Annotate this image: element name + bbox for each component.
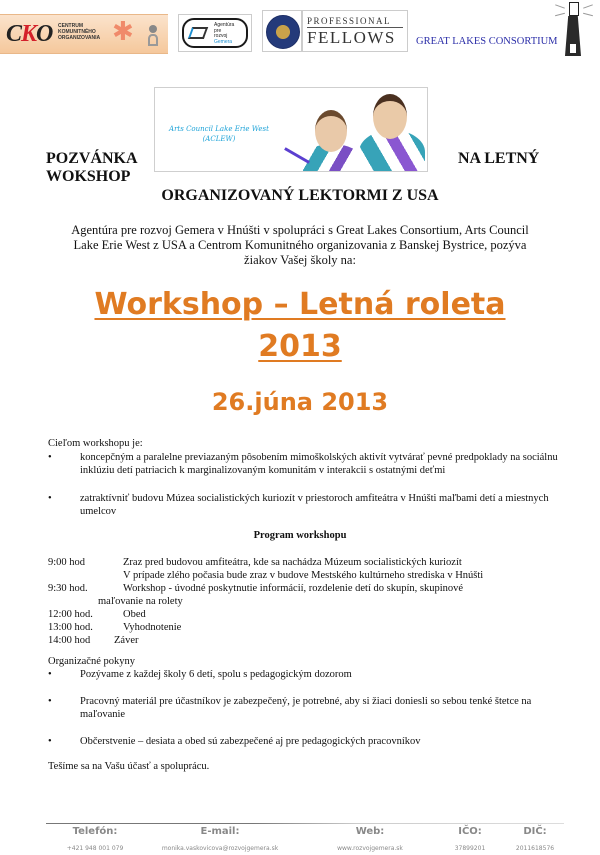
bullet-icon: • xyxy=(48,696,52,707)
program-row xyxy=(48,621,182,634)
footer-phone-label: Telefón: xyxy=(72,826,118,837)
bullet-icon: • xyxy=(48,493,52,504)
footer-divider xyxy=(46,823,564,824)
program-text: Zraz pred budovou amfiteátra, kde sa nachádza Múzeum socialistických kuriozít xyxy=(123,557,462,568)
program-time: 12:00 hod. xyxy=(48,609,93,620)
cko-line1: CENTRUM xyxy=(58,23,83,29)
program-text: V prípade zlého počasia bude zraz v budove Mestského kultúrneho strediska v Hnúšti xyxy=(123,570,484,581)
footer-dic-label: DIČ: xyxy=(523,826,547,837)
agentura-line1: Agentúra xyxy=(214,22,235,28)
org-3-line1: Občerstvenie – desiata a obed sú zabezpečené aj pre pedagogických pracovníkov xyxy=(80,736,421,747)
banner-line1: Arts Council Lake Erie West xyxy=(169,125,269,133)
goals-title: Cieľom workshopu je: xyxy=(48,438,143,449)
cko-text xyxy=(58,23,100,41)
goal-1-line1: koncepčným a paralelne previazaným pôsobením mimoškolských aktivít vytvárať pevné predpoklady na sociálnu xyxy=(80,452,558,463)
closing-text: Tešíme sa na Vašu účasť a spoluprácu. xyxy=(48,761,210,772)
footer-web-link[interactable]: www.rozvojgemera.sk xyxy=(337,845,403,852)
agentura-line3: rozvoj xyxy=(214,33,228,39)
cko-logo xyxy=(0,14,168,54)
cko-mark: CKO xyxy=(6,21,53,47)
cko-line2: KOMUNITNÉHO xyxy=(58,29,96,35)
bullet-icon: • xyxy=(48,736,52,747)
program-text: Workshop - úvodné poskytnutie informácií, rozdelenie detí do skupín, skupinové xyxy=(123,583,464,594)
program-row xyxy=(48,634,139,647)
cko-line3: ORGANIZOVANIA xyxy=(58,35,101,41)
bullet-icon: • xyxy=(48,452,52,463)
program-title: Program workshopu xyxy=(253,530,347,541)
footer-phone: +421 948 001 079 xyxy=(66,845,124,852)
eagle-seal-icon xyxy=(266,15,300,49)
org-2-line1: Pracovný materiál pre účastníkov je zabezpečený, je potrebné, aby si žiaci doniesli so sebou tenké štetce na xyxy=(80,696,532,707)
program-time: 9:00 hod xyxy=(48,557,86,568)
title-left xyxy=(46,150,138,186)
intro-paragraph: Agentúra pre rozvoj Gemera v Hnúšti v spolupráci s Great Lakes Consortium, Arts Council Lake Erie West z USA a Centrom Komunitného organizovania z Banskej Bystrice, pozýva žiakov Vašej školy na: xyxy=(71,223,529,267)
program-text: maľovanie na rolety xyxy=(98,596,183,607)
program-time: 13:00 hod. xyxy=(48,622,93,633)
box-icon xyxy=(188,27,208,39)
workshop-headline xyxy=(0,284,600,368)
fellows-top-text: PROFESSIONAL xyxy=(307,16,392,26)
program-text: Obed xyxy=(123,609,146,620)
footer-ico-label: IČO: xyxy=(458,826,482,837)
program-text: Záver xyxy=(114,635,139,646)
org-2-line2: maľovanie xyxy=(80,709,126,720)
banner-text xyxy=(163,124,275,144)
person-icon xyxy=(146,25,160,47)
title-pozvanka: POZVÁNKA xyxy=(46,150,138,167)
bullet-icon: • xyxy=(48,669,52,680)
agentura-line2: pre xyxy=(214,27,222,34)
title-right: NA LETNÝ xyxy=(458,150,540,167)
program-time: 14:00 hod xyxy=(48,635,91,646)
great-lakes-consortium-text: GREAT LAKES CONSORTIUM xyxy=(416,36,558,47)
fellows-main-text: FELLOWS xyxy=(307,28,396,47)
program-row xyxy=(48,582,464,595)
headline-line2: 2013 xyxy=(258,329,342,364)
program-text: Vyhodnotenie xyxy=(123,622,182,633)
lighthouse-icon xyxy=(555,0,595,58)
agentura-logo xyxy=(178,14,252,52)
title-center: ORGANIZOVANÝ LEKTORMI Z USA xyxy=(161,187,439,204)
organization-title: Organizačné pokyny xyxy=(48,656,135,667)
goal-2-line2: umelcov xyxy=(80,506,117,517)
asterisk-icon: ✱ xyxy=(112,17,134,47)
program-row xyxy=(48,556,462,569)
footer-email-label: E-mail: xyxy=(200,826,240,837)
banner-line2: (ACLEW) xyxy=(202,135,236,143)
footer-email-link[interactable]: monika.vaskovicova@rozvojgemera.sk xyxy=(161,845,279,852)
program-time: 9:30 hod. xyxy=(48,583,88,594)
org-1-line1: Pozývame z každej školy 6 detí, spolu s pedagogickým dozorom xyxy=(80,669,352,680)
footer-dic: 2011618576 xyxy=(515,845,555,852)
headline-line1: Workshop – Letná roleta xyxy=(94,287,506,322)
program-row xyxy=(48,608,146,621)
goal-1-line2: inklúziu detí patriacich k marginalizovaným komunitám v interakcii s ostatnými deťmi xyxy=(80,465,446,476)
footer-ico: 37899201 xyxy=(454,845,486,852)
title-wokshop: WOKSHOP xyxy=(46,168,131,185)
child-image xyxy=(315,110,347,152)
aclew-banner xyxy=(154,87,428,172)
agentura-line4: Gemera xyxy=(214,38,233,45)
goal-2-line1: zatraktívniť budovu Múzea socialistických kuriozít v priestoroch amfiteátra v Hnúšti maľbami detí a miestnych xyxy=(80,493,549,504)
us-seal-logo xyxy=(262,10,302,52)
workshop-date: 26.júna 2013 xyxy=(211,388,389,416)
child-image xyxy=(373,94,407,139)
professional-fellows-logo xyxy=(302,10,408,52)
footer-web-label: Web: xyxy=(355,826,385,837)
